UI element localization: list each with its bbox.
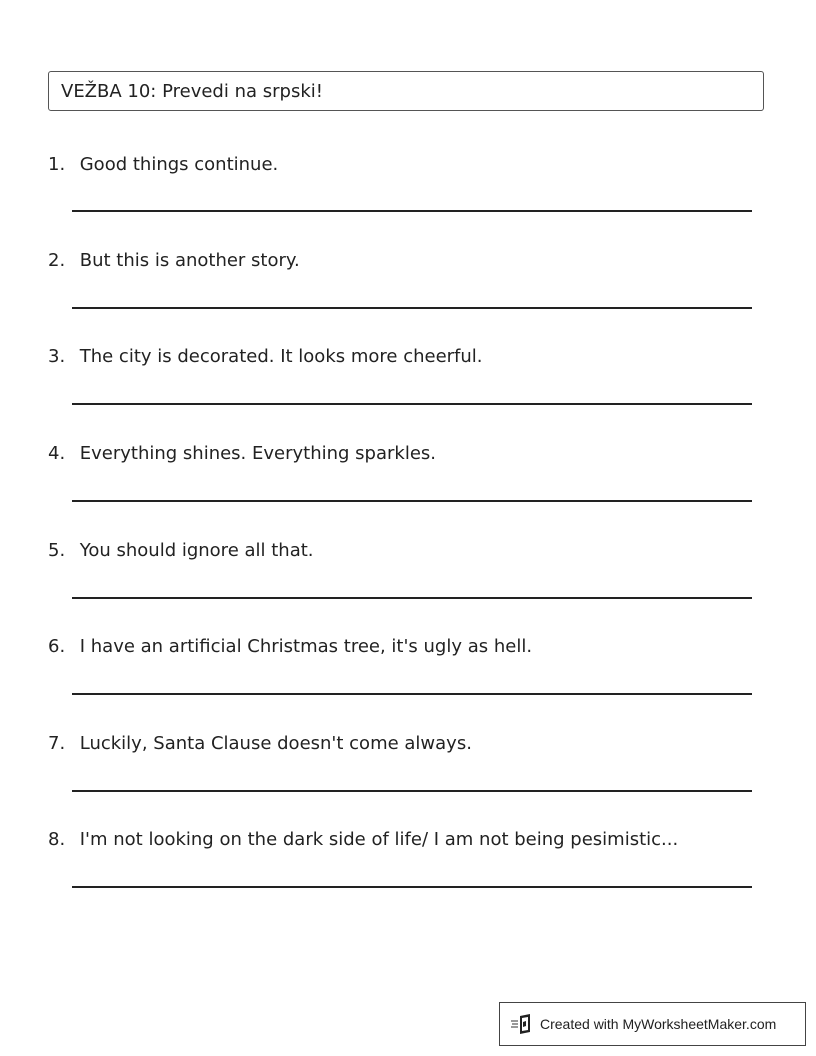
question-number: 1. — [48, 154, 66, 175]
question-text: I have an artificial Christmas tree, it's ugly as hell. — [79, 636, 533, 657]
answer-line — [72, 500, 752, 502]
footer-credit-text: Created with MyWorksheetMaker.com — [540, 1016, 777, 1032]
question-number: 7. — [48, 733, 66, 754]
question-item — [48, 636, 764, 696]
book-icon — [510, 1013, 534, 1035]
question-item — [48, 346, 764, 406]
question-item — [48, 154, 764, 214]
question-number: 2. — [48, 250, 66, 271]
exercise-title: VEŽBA 10: Prevedi na srpski! — [61, 80, 323, 102]
question-text: I'm not looking on the dark side of life/ I am not being pesimistic... — [79, 829, 679, 850]
question-text: Good things continue. — [79, 154, 279, 175]
footer-credit-box — [499, 1002, 806, 1046]
question-text: The city is decorated. It looks more cheerful. — [79, 346, 483, 367]
answer-line — [72, 886, 752, 888]
answer-line — [72, 307, 752, 309]
question-item — [48, 829, 764, 889]
question-text: You should ignore all that. — [79, 540, 314, 561]
question-text: Everything shines. Everything sparkles. — [79, 443, 437, 464]
question-number: 4. — [48, 443, 66, 464]
question-number: 6. — [48, 636, 66, 657]
answer-line — [72, 403, 752, 405]
answer-line — [72, 790, 752, 792]
question-text: Luckily, Santa Clause doesn't come always. — [79, 733, 472, 754]
question-number: 3. — [48, 346, 66, 367]
exercise-title-box — [48, 71, 764, 111]
question-item — [48, 733, 764, 793]
question-item — [48, 250, 764, 310]
question-number: 5. — [48, 540, 66, 561]
question-number: 8. — [48, 829, 66, 850]
answer-line — [72, 693, 752, 695]
answer-line — [72, 210, 752, 212]
question-item — [48, 540, 764, 600]
question-item — [48, 443, 764, 503]
answer-line — [72, 597, 752, 599]
question-text: But this is another story. — [79, 250, 300, 271]
